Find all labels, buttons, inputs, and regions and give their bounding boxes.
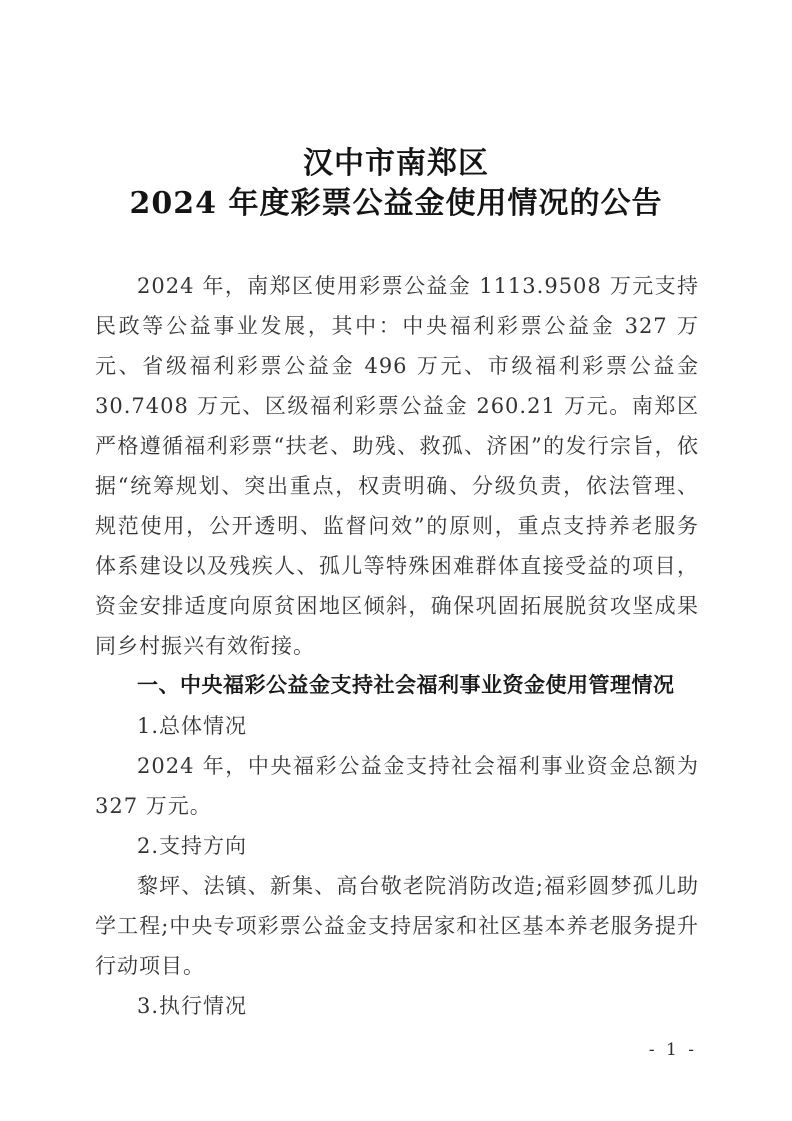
section-1-heading: 一、中央福彩公益金支持社会福利事业资金使用管理情况 <box>137 674 675 697</box>
intro-paragraph: 2024 年，南郑区使用彩票公益金 1113.9508 万元支持民政等公益事业发展，其中：中央福利彩票公益金 327 万元、省级福利彩票公益金 496 万元、市级福利彩票公益金 30.7408 万元、区级福利彩票公益金 260.21 万元。南郑区严格遵循福利彩票“扶老、助残、救孤、济困”的发行宗旨，依据“统筹规划、突出重点，权责明确、分级负责，依法管理、规范使用，公开透明、监督问效”的原则，重点支持养老服务体系建设以及残疾人、孤儿等特殊困难群体直接受益的项目，资金安排适度向原贫困地区倾斜，确保巩固拓展脱贫攻坚成果同乡村振兴有效衔接。 <box>95 274 699 658</box>
title-line-2: 2024 年度彩票公益金使用情况的公告 <box>129 186 663 221</box>
document-body <box>95 266 699 1026</box>
title-line-1: 汉中市南郑区 <box>303 146 489 181</box>
subsection-2-heading: 2.支持方向 <box>137 834 248 858</box>
subsection-2-text: 黎坪、法镇、新集、高台敬老院消防改造;福彩圆梦孤儿助学工程;中央专项彩票公益金支持居家和社区基本养老服务提升行动项目。 <box>95 874 699 978</box>
page-number: - 1 - <box>648 1040 697 1060</box>
subsection-1-text: 2024 年，中央福彩公益金支持社会福利事业资金总额为 327 万元。 <box>95 754 699 818</box>
subsection-1-heading: 1.总体情况 <box>137 714 248 738</box>
document-title <box>0 144 792 224</box>
subsection-3-heading: 3.执行情况 <box>137 994 248 1018</box>
